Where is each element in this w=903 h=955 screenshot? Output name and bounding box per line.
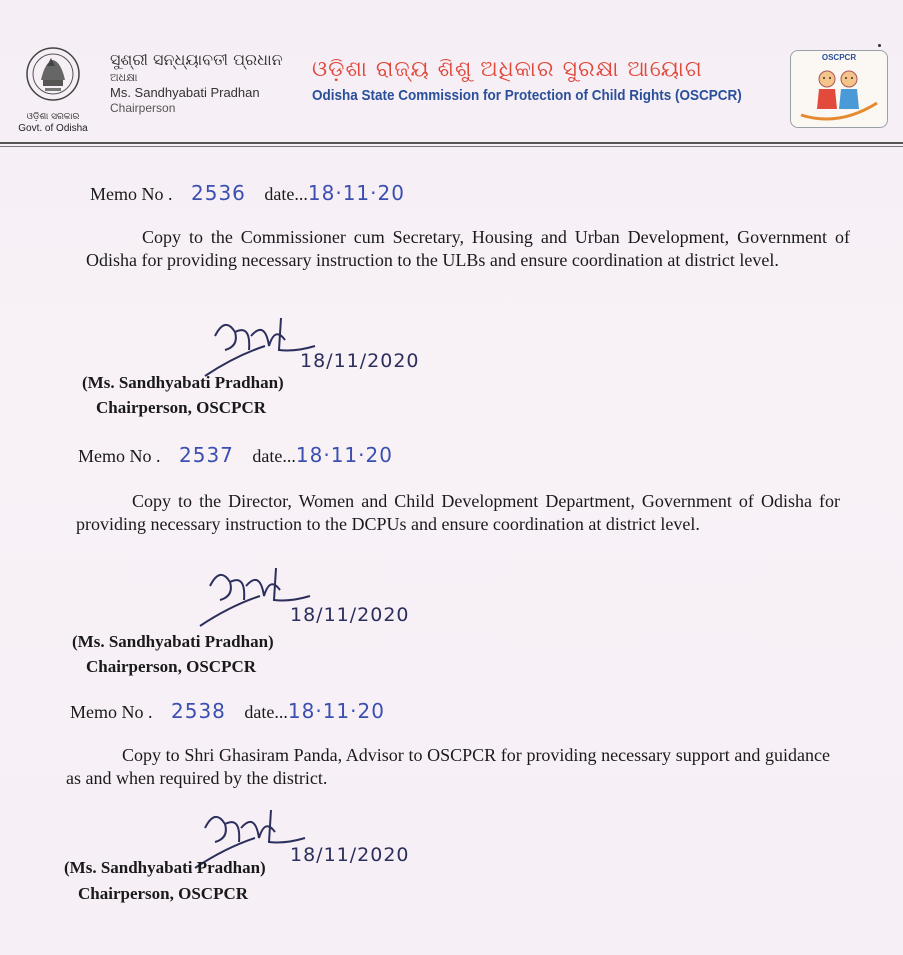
govt-odia-label: ଓଡ଼ିଶା ସରକାର xyxy=(26,112,80,122)
date-label: date... xyxy=(244,702,288,722)
copy-to-text: Copy to Shri Ghasiram Panda, Advisor to OSCPCR for providing necessary support and guidance as and when required by the district. xyxy=(66,745,830,788)
ink-dot xyxy=(878,44,881,47)
copy-to-text: Copy to the Commissioner cum Secretary, Housing and Urban Development, Government of Odisha for providing necessary instruction to the ULBs and ensure coordination at district level. xyxy=(86,227,850,270)
chairperson-block xyxy=(110,50,283,115)
memo-line xyxy=(70,700,385,723)
memo-line xyxy=(90,182,405,205)
signatory-name: (Ms. Sandhyabati Pradhan) xyxy=(82,373,284,392)
chairperson-title: Chairperson xyxy=(110,101,176,115)
memo-label: Memo No . xyxy=(70,702,153,722)
memo-date: 18·11·20 xyxy=(307,181,405,205)
chairperson-odia-title: ଅଧକ୍ଷା xyxy=(110,71,138,84)
memo-label: Memo No . xyxy=(90,184,173,204)
oscpcr-logo-label: OSCPCR xyxy=(821,53,857,62)
odisha-emblem xyxy=(14,44,92,140)
memo-date: 18·11·20 xyxy=(295,443,393,467)
letterhead-rule xyxy=(0,142,903,144)
memo-label: Memo No . xyxy=(78,446,161,466)
memo-number: 2536 xyxy=(191,181,246,205)
organization-odia-name: ଓଡ଼ିଶା ରାଜ୍ୟ ଶିଶୁ ଅଧିକାର ସୁରକ୍ଷା ଆୟୋଗ xyxy=(312,57,703,82)
date-label: date... xyxy=(264,184,308,204)
signatory-designation: Chairperson, OSCPCR xyxy=(96,398,267,417)
organization-english-name: Odisha State Commission for Protection of Child Rights (OSCPCR) xyxy=(312,87,742,104)
copy-to-text: Copy to the Director, Women and Child Development Department, Government of Odisha for providing necessary instruction to the DCPUs and ensure coordination at district level. xyxy=(76,491,840,534)
memo-line xyxy=(78,444,393,467)
children-logo-icon xyxy=(797,63,881,123)
organization-block xyxy=(312,56,790,106)
memo-date: 18·11·20 xyxy=(287,699,385,723)
signatory-designation: Chairperson, OSCPCR xyxy=(78,884,249,903)
memo-number: 2538 xyxy=(171,699,226,723)
copy-to-paragraph xyxy=(66,744,830,790)
copy-to-paragraph xyxy=(86,226,850,272)
signatory-designation: Chairperson, OSCPCR xyxy=(86,657,257,676)
signatory-name: (Ms. Sandhyabati Pradhan) xyxy=(72,632,274,651)
chairperson-odia-name: ସୁଶ୍ରୀ ସନ୍ଧ୍ୟାବତୀ ପ୍ରଧାନ xyxy=(110,50,283,69)
emblem-seal-icon xyxy=(25,44,81,110)
memo-number: 2537 xyxy=(179,443,234,467)
signature-date: 18/11/2020 xyxy=(300,350,420,372)
govt-en-label: Govt. of Odisha xyxy=(18,123,88,134)
signatory-name: (Ms. Sandhyabati Pradhan) xyxy=(64,858,266,877)
oscpcr-logo xyxy=(790,50,888,128)
signature-date: 18/11/2020 xyxy=(290,604,410,626)
letterhead-rule-thin xyxy=(0,146,903,147)
chairperson-name: Ms. Sandhyabati Pradhan xyxy=(110,85,260,100)
signature-date: 18/11/2020 xyxy=(290,844,410,866)
copy-to-paragraph xyxy=(76,490,840,536)
date-label: date... xyxy=(252,446,296,466)
